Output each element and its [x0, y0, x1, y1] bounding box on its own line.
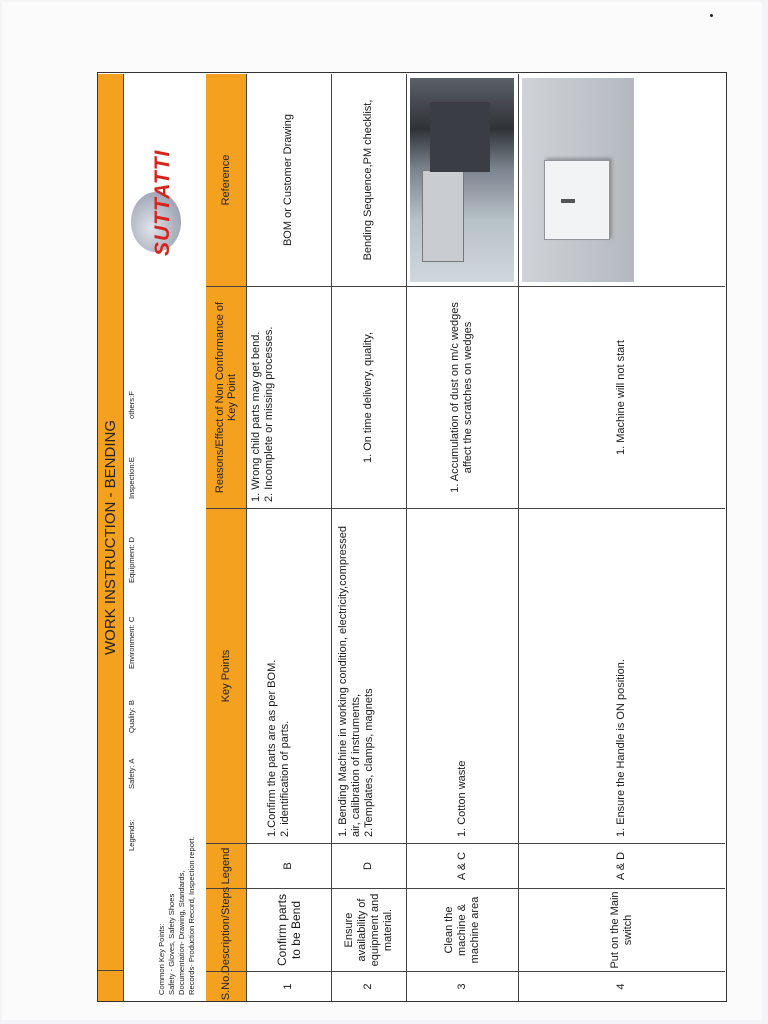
header-key-points: Key Points	[206, 508, 246, 843]
row-reasons: 1. On time delivery, quality,	[331, 286, 406, 508]
key-point-line: 2.Templates, clamps, magnets	[363, 688, 375, 837]
machine-panel-shape	[430, 102, 490, 172]
row-sno: 2	[331, 971, 406, 1001]
ckp-safety: Safety - Gloves, Safety Shoes	[167, 893, 176, 995]
row-sno: 3	[406, 971, 518, 1001]
key-point-line: 2. identification of parts.	[279, 720, 291, 837]
switch-box-shape	[544, 160, 610, 240]
info-section	[123, 74, 207, 1001]
logo-wordmark: SUTTATTI	[151, 149, 174, 256]
key-point-line: 1. Bending Machine in working condition, electricity,compressed air, calibration of instruments,	[337, 525, 362, 837]
row-reference: Bending Sequence,PM checklist,	[362, 99, 374, 261]
scan-speck	[710, 14, 713, 17]
legend-inspection: Inspection:E	[127, 457, 136, 499]
bending-machine-photo	[410, 78, 514, 282]
work-instruction-table	[97, 72, 727, 1002]
row-reference-photo	[406, 74, 518, 286]
machine-body-shape	[422, 170, 464, 262]
row-sno: 4	[518, 971, 725, 1001]
ckp-records: Records- Production Record, Inspection report.	[187, 836, 196, 995]
title-bar	[98, 74, 124, 1001]
header-sno: S.No.	[206, 971, 246, 1001]
table-header	[206, 74, 247, 1001]
key-point-line: 1.Confirm the parts are as per BOM.	[266, 659, 278, 837]
row-sno: 1	[246, 971, 331, 1001]
ckp-documentation: Documentation- Drawing, Standards,	[177, 870, 186, 995]
row-description: Confirm parts to be Bend	[246, 888, 331, 971]
legend-others: others:F	[127, 391, 136, 419]
row-description: Clean the machine & machine area	[406, 888, 518, 971]
table-row	[518, 74, 725, 1001]
header-reasons: Reasons/Effect of Non Conformance of Key Point	[206, 286, 246, 508]
row-legend: D	[331, 843, 406, 888]
scanned-page	[2, 2, 762, 1020]
common-key-points	[157, 836, 197, 995]
row-key-points	[331, 508, 406, 843]
header-legend: Legend	[206, 843, 246, 888]
row-key-points: 1. Ensure the Handle is ON position.	[518, 508, 725, 843]
row-legend: A & C	[406, 843, 518, 888]
table-row	[246, 74, 332, 1001]
row-key-points: 1. Cotton waste	[406, 508, 518, 843]
legend-environment: Environment: C	[127, 616, 136, 669]
legends-row	[127, 391, 136, 851]
row-reasons: 1. Accumulation of dust on m/c wedges affect the scratches on wedges	[406, 286, 518, 508]
header-reference: Reference	[220, 154, 232, 206]
legends-label: Legends:	[127, 819, 136, 851]
row-reference: BOM or Customer Drawing	[282, 113, 294, 247]
company-logo	[125, 74, 205, 274]
header-description: Description/Steps	[206, 888, 246, 971]
table-row	[406, 74, 519, 1001]
table-row	[331, 74, 407, 1001]
document-title: WORK INSTRUCTION - BENDING	[102, 420, 119, 655]
row-description: Ensure availability of equipment and material.	[331, 888, 406, 971]
ckp-heading: Common Key Points:	[157, 923, 166, 995]
legend-quality: Quality: B	[127, 700, 136, 733]
reason-line: 1. Wrong child parts may get bend.	[250, 331, 262, 502]
main-switch-photo	[522, 78, 634, 282]
row-reference-photo	[518, 74, 638, 286]
reason-line: 2. Incomplete or missing processes.	[263, 326, 275, 502]
title-stub	[98, 970, 123, 1001]
legend-equipment: Equipment: D	[127, 536, 136, 583]
legend-safety: Safety: A	[127, 758, 136, 789]
switch-handle-shape	[561, 199, 575, 203]
row-description: Put on the Main switch	[518, 888, 725, 971]
row-legend: A & D	[518, 843, 725, 888]
row-key-points	[246, 508, 331, 843]
row-reasons	[246, 286, 331, 508]
row-legend: B	[246, 843, 331, 888]
row-reasons: 1. Machine will not start	[518, 286, 725, 508]
